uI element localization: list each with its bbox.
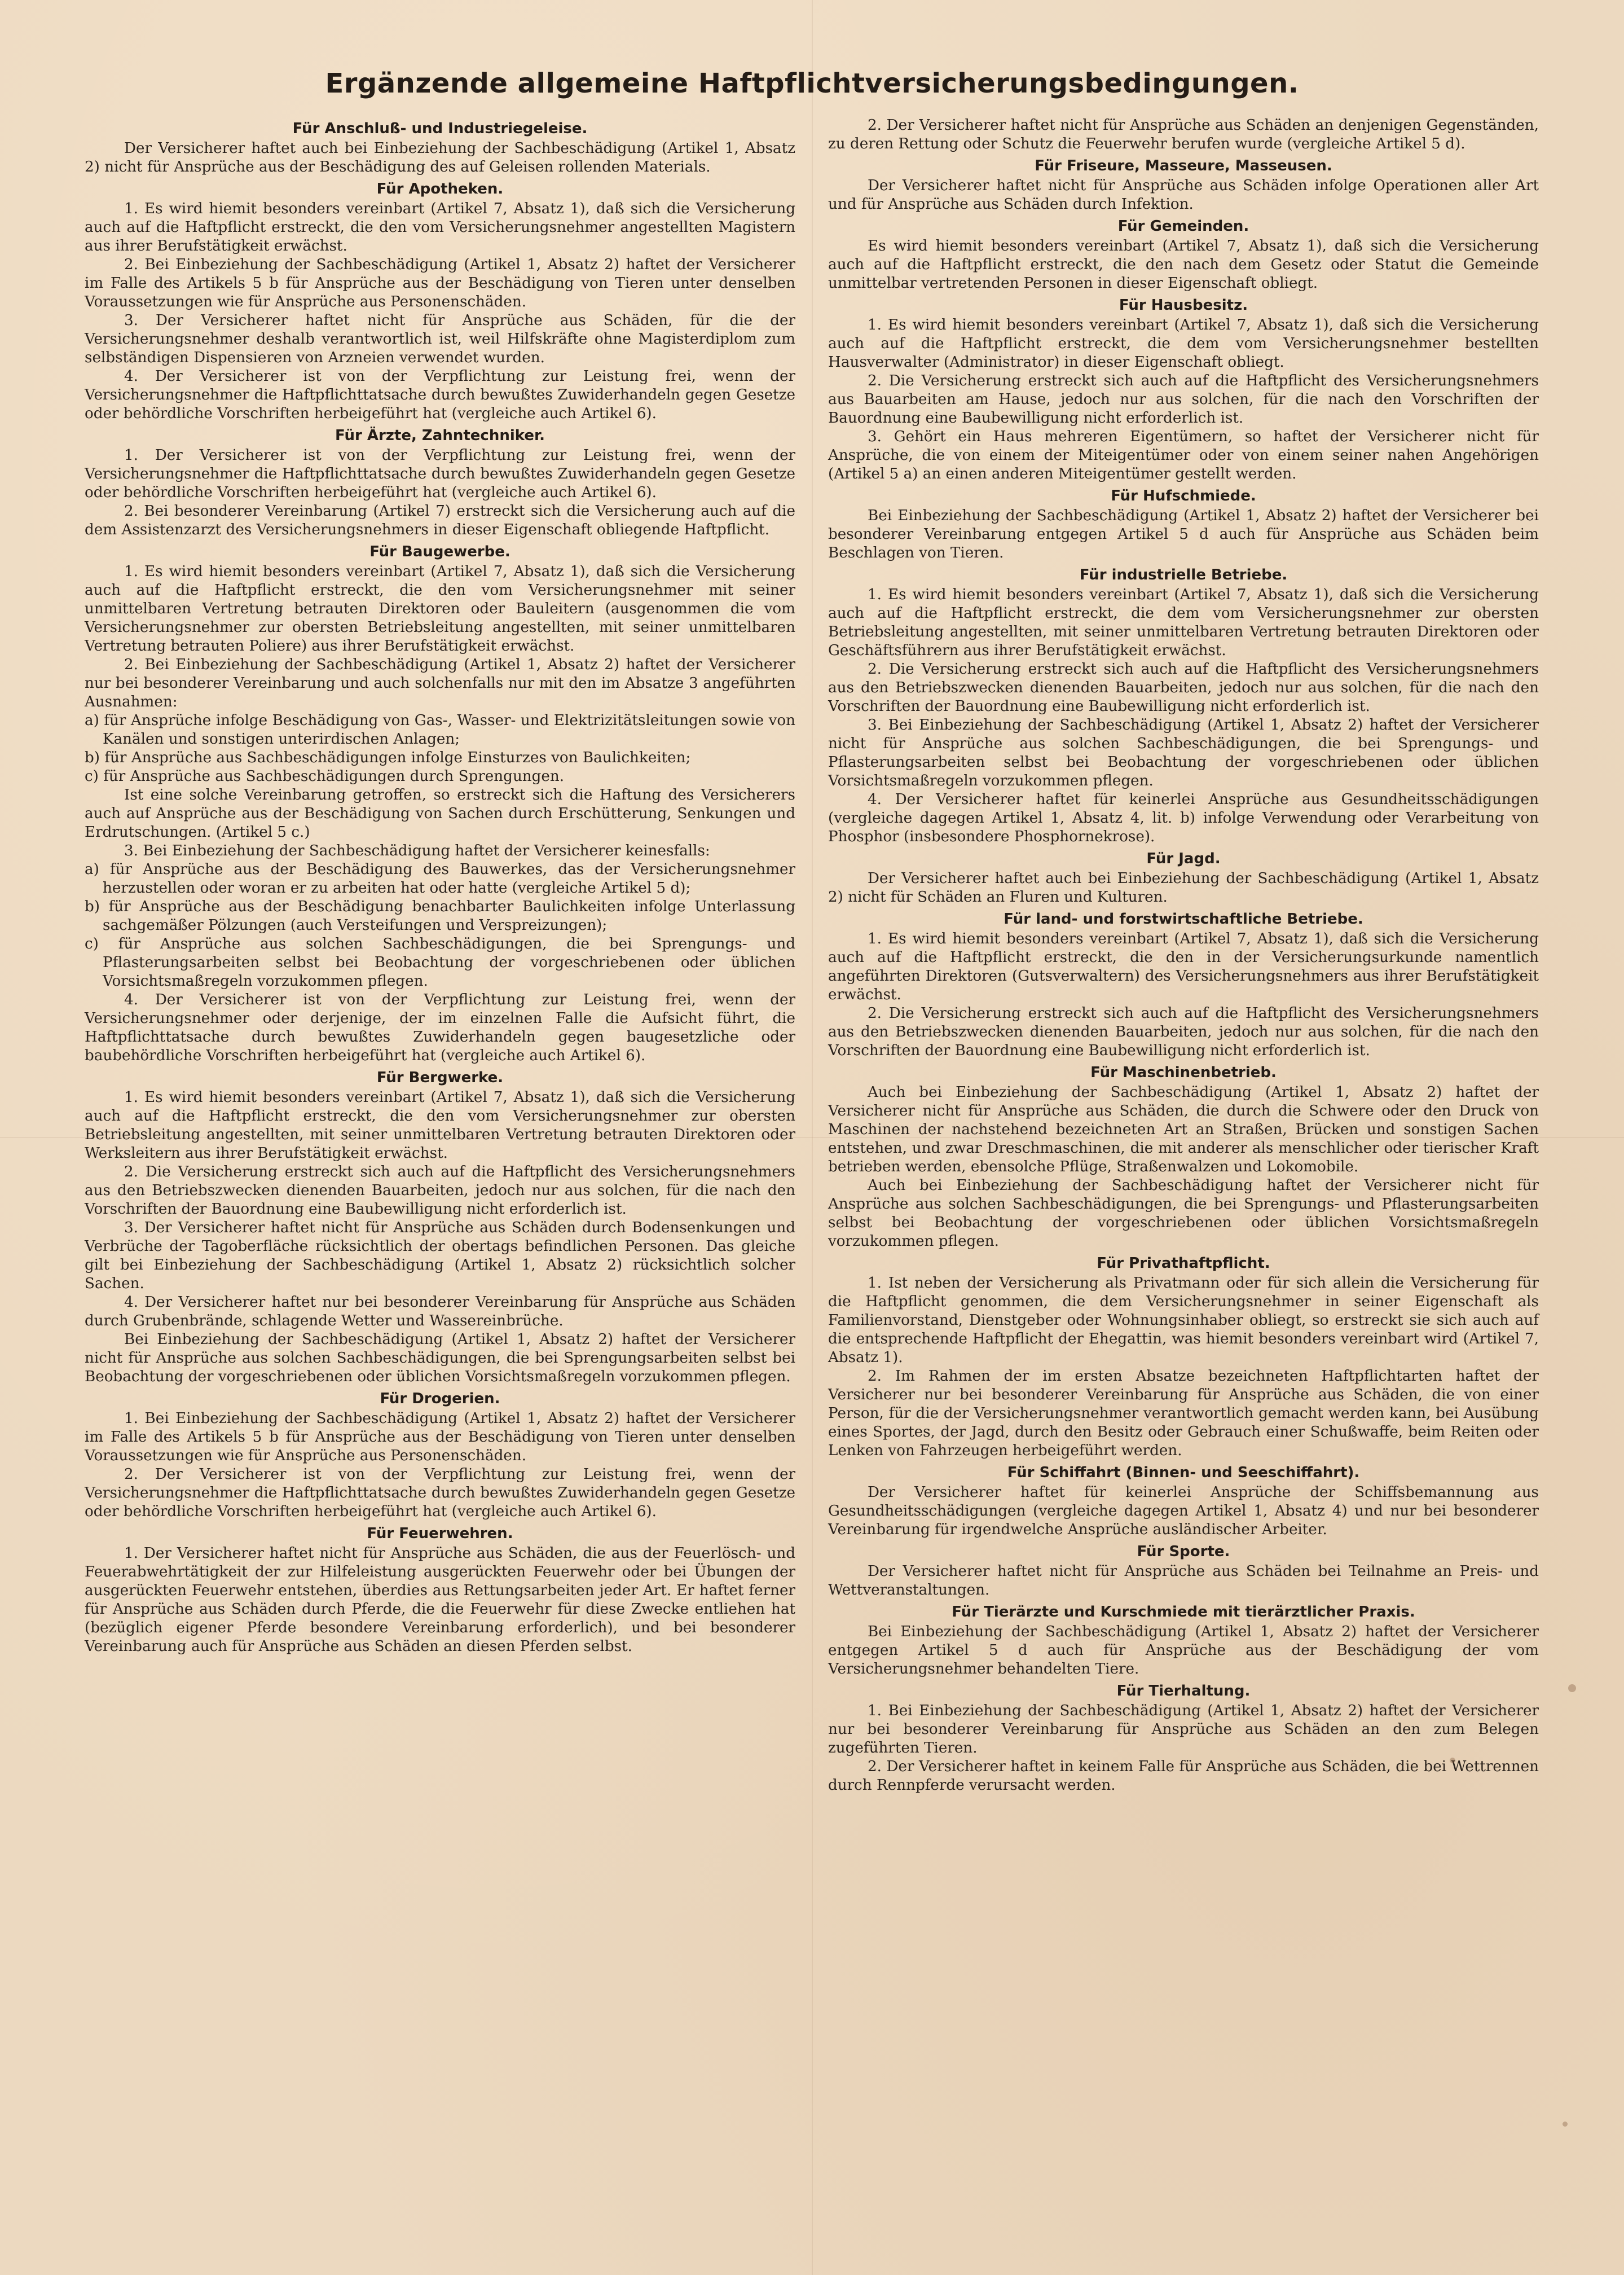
section [85, 120, 795, 177]
paragraph: 2. Bei besonderer Vereinbarung (Artikel 7) erstreckt sich die Versicherung auch auf die dem Assistenzarzt des Versicherungsnehmers in dieser Eigenschaft obliegende Haftpflicht. [85, 503, 795, 538]
list-item: b) für Ansprüche aus der Beschädigung benachbarter Baulichkeiten infolge Unterlassung sachgemäßer Pölzungen (auch Versteifungen und Verspreizungen); [85, 898, 795, 934]
section-heading: Für land- und forstwirtschaftliche Betriebe. [1004, 911, 1363, 928]
paragraph: 2. Bei Einbeziehung der Sachbeschädigung (Artikel 1, Absatz 2) haftet der Versicherer im Falle des Artikels 5 b für Ansprüche aus der Beschädigung von Tieren unter denselben Voraussetzungen wie für Ansprüche aus Personenschäden. [85, 256, 795, 310]
paragraph: 4. Der Versicherer haftet für keinerlei Ansprüche aus Gesundheitsschädigungen (vergleiche dagegen Artikel 1, Absatz 4, lit. b) infolge Verwendung oder Verarbeitung von Phosphor (insbesondere Phosphornekrose). [828, 791, 1539, 845]
section-heading: Für Maschinenbetrieb. [1090, 1064, 1277, 1081]
list-item: a) für Ansprüche aus der Beschädigung des Bauwerkes, das der Versicherungsnehmer herzustellen oder woran er zu arbeiten hat oder hatte (vergleiche Artikel 5 d); [85, 861, 795, 897]
paragraph: 4. Der Versicherer ist von der Verpflichtung zur Leistung frei, wenn der Versicherungsnehmer oder derjenige, der im einzelnen Falle die Aufsicht führt, die Haftpflichttatsache durch bewußtes Zuwiderhandeln gegen baugesetzliche oder baubehördliche Vorschriften herbeigeführt hat (vergleiche auch Artikel 6). [85, 991, 795, 1064]
section-heading: Für Ärzte, Zahntechniker. [335, 427, 545, 444]
paragraph: 1. Der Versicherer haftet nicht für Ansprüche aus Schäden, die aus der Feuerlösch- und Feuerabwehrtätigkeit der zur Hilfeleistung ausgerückten Feuerwehr oder bei Übungen der ausgerückten Feuerwehr entstehen, überdies aus Rettungsarbeiten jeder Art. Er haftet ferner für Ansprüche aus Schäden durch Pferde, die die Feuerwehr für diese Zwecke entliehen hat (bezüglich eigener Pferde besondere Vereinbarung erforderlich), und bei besonderer Vereinbarung auch für Ansprüche aus Schäden an diesen Pferden selbst. [85, 1545, 795, 1655]
paragraph: 1. Ist neben der Versicherung als Privatmann oder für sich allein die Versicherung für die Haftpflicht genommen, die dem Versicherungsnehmer in seiner Eigenschaft als Familienvorstand, Dienstgeber oder Wohnungsinhaber obliegt, so erstreckt sie sich auch auf die entsprechende Haftpflicht der Ehegattin, was hiemit besonders vereinbart wird (Artikel 7, Absatz 1). [828, 1275, 1539, 1366]
section [85, 1525, 795, 1656]
list-item: c) für Ansprüche aus solchen Sachbeschädigungen, die bei Sprengungs- und Pflasterungsarbeiten selbst bei Beobachtung der vorgeschriebenen oder üblichen Vorsichtsmaßregeln vorzukommen pflegen. [85, 936, 795, 990]
paragraph: 2. Die Versicherung erstreckt sich auch auf die Haftpflicht des Versicherungsnehmers aus den Betriebszwecken dienenden Bauarbeiten, jedoch nur aus solchen, für die nach den Vorschriften der Bauordnung eine Baubewilligung nicht erforderlich ist. [85, 1163, 795, 1218]
section-heading: Für Tierärzte und Kurschmiede mit tierärztlicher Praxis. [952, 1604, 1415, 1620]
section [828, 1064, 1539, 1251]
paragraph: 1. Der Versicherer ist von der Verpflichtung zur Leistung frei, wenn der Versicherungsnehmer die Haftpflichttatsache durch bewußtes Zuwiderhandeln gegen Gesetze oder behördliche Vorschriften herbeigeführt hat (vergleiche auch Artikel 6). [85, 447, 795, 501]
paragraph: 2. Im Rahmen der im ersten Absatze bezeichneten Haftpflichtarten haftet der Versicherer nur bei besonderer Vereinbarung für Ansprüche aus Schäden, die von einer Person, für die der Versicherungsnehmer verantwortlich gemacht werden kann, bei Ausübung eines Sportes, der Jagd, durch den Besitz oder Gebrauch einer Schußwaffe, beim Reiten oder Lenken von Fahrzeugen herbeigeführt werden. [828, 1368, 1539, 1459]
section-heading: Für Feuerwehren. [367, 1525, 513, 1542]
paragraph: 3. Gehört ein Haus mehreren Eigentümern, so haftet der Versicherer nicht für Ansprüche, die von einem der Miteigentümer oder von einem seiner nahen Angehörigen (Artikel 5 a) an einen anderen Miteigentümer gestellt werden. [828, 428, 1539, 482]
section-heading: Für Friseure, Masseure, Masseusen. [1035, 157, 1332, 174]
section [828, 910, 1539, 1060]
section-heading: Für industrielle Betriebe. [1079, 566, 1288, 583]
section-heading: Für Anschluß- und Industriegeleise. [292, 120, 588, 137]
paragraph: Bei Einbeziehung der Sachbeschädigung (Artikel 1, Absatz 2) haftet der Versicherer nicht für Ansprüche aus solchen Sachbeschädigungen, die bei Sprengungsarbeiten selbst bei Beobachtung der vorgeschriebenen oder üblichen Vorsichtsmaßregeln vorzukommen pflegen. [85, 1331, 795, 1385]
paragraph: 3. Der Versicherer haftet nicht für Ansprüche aus Schäden durch Bodensenkungen und Verbrüche der Tagoberfläche rücksichtlich der obertags befindlichen Personen. Das gleiche gilt bei Einbeziehung der Sachbeschädigung (Artikel 1, Absatz 2) rücksichtlich solcher Sachen. [85, 1219, 795, 1292]
paragraph: Der Versicherer haftet auch bei Einbeziehung der Sachbeschädigung (Artikel 1, Absatz 2) nicht für Ansprüche aus der Beschädigung des auf Geleisen rollenden Materials. [85, 140, 795, 175]
column-left [85, 116, 795, 1795]
paragraph: Der Versicherer haftet nicht für Ansprüche aus Schäden infolge Operationen aller Art und für Ansprüche aus Schäden durch Infektion. [828, 177, 1539, 213]
paragraph: 2. Der Versicherer haftet in keinem Falle für Ansprüche aus Schäden, die bei Wettrennen durch Rennpferde verursacht werden. [828, 1758, 1539, 1794]
fold-line-horizontal [0, 1137, 1624, 1138]
section-heading: Für Baugewerbe. [369, 543, 510, 560]
paragraph: 1. Es wird hiemit besonders vereinbart (Artikel 7, Absatz 1), daß sich die Versicherung auch auf die Haftpflicht erstreckt, die den vom Versicherungsnehmer mit seiner unmittelbaren Vertretung betrauten Direktoren oder Bauleitern (ausgenommen die vom Versicherungsnehmer zur obersten Betriebsleitung angestellten, mit seiner unmittelbaren Vertretung betrauten Poliere) aus ihrer Berufstätigkeit erwächst. [85, 563, 795, 655]
section-heading: Für Jagd. [1146, 850, 1221, 867]
paper-stain [1568, 1684, 1576, 1692]
section [828, 487, 1539, 563]
paragraph: 2. Die Versicherung erstreckt sich auch auf die Haftpflicht des Versicherungsnehmers aus den Betriebszwecken dienenden Bauarbeiten, jedoch nur aus solchen, für die nach den Vorschriften der Bauordnung eine Baubewilligung nicht erforderlich ist. [828, 661, 1539, 715]
section [828, 1254, 1539, 1460]
paragraph: Ist eine solche Vereinbarung getroffen, so erstreckt sich die Haftung des Versicherers auch auf Ansprüche aus der Beschädigung von Sachen durch Erschütterung, Senkungen und Erdrutschungen. (Artikel 5 c.) [85, 787, 795, 841]
paragraph: 1. Es wird hiemit besonders vereinbart (Artikel 7, Absatz 1), daß sich die Versicherung auch auf die Haftpflicht erstreckt, die dem vom Versicherungsnehmer zur obersten Betriebsleitung angestellten, mit seiner unmittelbaren Vertretung betrauten Direktoren oder Geschäftsführern aus ihrer Berufstätigkeit erwächst. [828, 586, 1539, 659]
document-title: Ergänzende allgemeine Haftpflichtversicherungsbedingungen. [325, 68, 1299, 99]
section [85, 543, 795, 1065]
paragraph: Es wird hiemit besonders vereinbart (Artikel 7, Absatz 1), daß sich die Versicherung auch auf die Haftpflicht erstreckt, die den nach dem Gesetz oder Statut die Gemeinde unmittelbar vertretenden Personen in dieser Eigenschaft obliegt. [828, 238, 1539, 292]
section [828, 1603, 1539, 1679]
paragraph: 3. Bei Einbeziehung der Sachbeschädigung haftet der Versicherer keinesfalls: [124, 842, 710, 859]
section [85, 427, 795, 539]
section [828, 1464, 1539, 1539]
section-heading: Für Drogerien. [380, 1390, 500, 1407]
paragraph: 2. Der Versicherer ist von der Verpflichtung zur Leistung frei, wenn der Versicherungsnehmer die Haftpflichttatsache durch bewußtes Zuwiderhandeln gegen Gesetze oder behördliche Vorschriften herbeigeführt hat (vergleiche auch Artikel 6). [85, 1466, 795, 1520]
paragraph: 1. Bei Einbeziehung der Sachbeschädigung (Artikel 1, Absatz 2) haftet der Versicherer im Falle des Artikels 5 b für Ansprüche aus der Beschädigung von Tieren unter denselben Voraussetzungen wie für Ansprüche aus Personenschäden. [85, 1410, 795, 1464]
section [828, 116, 1539, 153]
paragraph: 1. Es wird hiemit besonders vereinbart (Artikel 7, Absatz 1), daß sich die Versicherung auch auf die Haftpflicht erstreckt, die den vom Versicherungsnehmer angestellten Magistern aus ihrer Berufstätigkeit erwächst. [85, 200, 795, 254]
section [828, 1682, 1539, 1795]
paragraph: 4. Der Versicherer haftet nur bei besonderer Vereinbarung für Ansprüche aus Schäden durch Grubenbrände, schlagende Wetter und Wassereinbrüche. [85, 1294, 795, 1329]
paragraph: 2. Die Versicherung erstreckt sich auch auf die Haftpflicht des Versicherungsnehmers aus Bauarbeiten am Hause, jedoch nur aus solchen, für die nach den Vorschriften der Bauordnung eine Baubewilligung nicht erforderlich ist. [828, 372, 1539, 427]
section-heading: Für Sporte. [1137, 1543, 1230, 1560]
paragraph: 3. Bei Einbeziehung der Sachbeschädigung (Artikel 1, Absatz 2) haftet der Versicherer nicht für Ansprüche aus solchen Sachbeschädigungen, die bei Sprengungs- und Pflasterungsarbeiten selbst bei Beobachtung der vorgeschriebenen oder üblichen Vorsichtsmaßregeln vorzukommen pflegen. [828, 717, 1539, 789]
section [828, 850, 1539, 907]
paragraph: 2. Die Versicherung erstreckt sich auch auf die Haftpflicht des Versicherungsnehmers aus den Betriebszwecken dienenden Bauarbeiten, jedoch nur aus solchen, für die nach den Vorschriften der Bauordnung eine Baubewilligung nicht erforderlich ist. [828, 1005, 1539, 1059]
paragraph: 2. Der Versicherer haftet nicht für Ansprüche aus Schäden an denjenigen Gegenständen, zu deren Rettung oder Schutz die Feuerwehr berufen wurde (vergleiche Artikel 5 d). [828, 117, 1539, 152]
paragraph: 1. Es wird hiemit besonders vereinbart (Artikel 7, Absatz 1), daß sich die Versicherung auch auf die Haftpflicht erstreckt, die den vom Versicherungsnehmer zur obersten Betriebsleitung angestellten, mit seiner unmittelbaren Vertretung betrauten Direktoren oder Werksleitern aus ihrer Berufstätigkeit erwächst. [85, 1089, 795, 1162]
list-item: c) für Ansprüche aus Sachbeschädigungen durch Sprengungen. [85, 768, 565, 785]
section-heading: Für Apotheken. [376, 181, 504, 197]
paragraph: Bei Einbeziehung der Sachbeschädigung (Artikel 1, Absatz 2) haftet der Versicherer bei besonderer Vereinbarung entgegen Artikel 5 d auch für Ansprüche aus Schäden beim Beschlagen von Tieren. [828, 507, 1539, 561]
paragraph: Auch bei Einbeziehung der Sachbeschädigung (Artikel 1, Absatz 2) haftet der Versicherer nicht für Ansprüche aus Schäden, die durch die Schwere oder den Druck von Maschinen der nachstehend bezeichneten Art an Straßen, Brücken und sonstigen Sachen entstehen, und zwar Dreschmaschinen, die mit anderer als menschlicher oder tierischer Kraft betrieben werden, ebensolche Pflüge, Straßenwalzen und Lokomobile. [828, 1084, 1539, 1175]
paragraph: Der Versicherer haftet für keinerlei Ansprüche der Schiffsbemannung aus Gesundheitsschädigungen (vergleiche dagegen Artikel 1, Absatz 4) und nur bei besonderer Vereinbarung für irgendwelche Ansprüche ausländischer Arbeiter. [828, 1484, 1539, 1538]
section-heading: Für Bergwerke. [376, 1069, 504, 1086]
section [85, 180, 795, 423]
section [828, 566, 1539, 846]
paragraph: 4. Der Versicherer ist von der Verpflichtung zur Leistung frei, wenn der Versicherungsnehmer die Haftpflichttatsache durch bewußtes Zuwiderhandeln gegen Gesetze oder behördliche Vorschriften herbeigeführt hat (vergleiche auch Artikel 6). [85, 368, 795, 422]
paragraph: 1. Es wird hiemit besonders vereinbart (Artikel 7, Absatz 1), daß sich die Versicherung auch auf die Haftpflicht erstreckt, die den in der Versicherungsurkunde namentlich angeführten Direktoren (Gutsverwaltern) des Versicherungsnehmers aus ihrer Berufstätigkeit erwächst. [828, 930, 1539, 1003]
section [828, 157, 1539, 214]
section-heading: Für Gemeinden. [1117, 218, 1249, 235]
paragraph: 1. Es wird hiemit besonders vereinbart (Artikel 7, Absatz 1), daß sich die Versicherung auch auf die Haftpflicht erstreckt, die dem vom Versicherungsnehmer bestellten Hausverwalter (Administrator) in dieser Eigenschaft obliegt. [828, 317, 1539, 371]
list-item: b) für Ansprüche aus Sachbeschädigungen infolge Einsturzes von Baulichkeiten; [85, 749, 691, 766]
column-right [828, 116, 1539, 1795]
paper-stain [1450, 1758, 1455, 1763]
paragraph: Bei Einbeziehung der Sachbeschädigung (Artikel 1, Absatz 2) haftet der Versicherer entgegen Artikel 5 d auch für Ansprüche aus der Beschädigung der vom Versicherungsnehmer behandelten Tiere. [828, 1623, 1539, 1677]
paragraph: Der Versicherer haftet nicht für Ansprüche aus Schäden bei Teilnahme an Preis- und Wettveranstaltungen. [828, 1563, 1539, 1598]
paragraph: 2. Bei Einbeziehung der Sachbeschädigung (Artikel 1, Absatz 2) haftet der Versicherer nur bei besonderer Vereinbarung und auch solchenfalls nur mit den im Absatze 3 angeführten Ausnahmen: [85, 656, 795, 710]
paragraph: 3. Der Versicherer haftet nicht für Ansprüche aus Schäden, für die der Versicherungsnehmer deshalb verantwortlich ist, weil Hilfskräfte ohne Magisterdiplom zum selbständigen Dispensieren von Arzneien verwendet wurden. [85, 312, 795, 366]
section [828, 1543, 1539, 1600]
section [828, 296, 1539, 484]
paragraph: Der Versicherer haftet auch bei Einbeziehung der Sachbeschädigung (Artikel 1, Absatz 2) nicht für Schäden an Fluren und Kulturen. [828, 870, 1539, 906]
section [828, 217, 1539, 293]
section [85, 1390, 795, 1521]
paragraph: Auch bei Einbeziehung der Sachbeschädigung haftet der Versicherer nicht für Ansprüche aus solchen Sachbeschädigungen, die bei Sprengungs- und Pflasterungsarbeiten selbst bei Beobachtung der vorgeschriebenen oder üblichen Vorsichtsmaßregeln vorzukommen pflegen. [828, 1177, 1539, 1250]
paragraph: 1. Bei Einbeziehung der Sachbeschädigung (Artikel 1, Absatz 2) haftet der Versicherer nur bei besonderer Vereinbarung für Ansprüche aus Schäden an den zum Belegen zugeführten Tieren. [828, 1702, 1539, 1756]
section-heading: Für Privathaftpflicht. [1097, 1255, 1270, 1272]
list-item: a) für Ansprüche infolge Beschädigung von Gas-, Wasser- und Elektrizitätsleitungen sowie von Kanälen und sonstigen unterirdischen Anlagen; [85, 712, 795, 748]
paper-stain [1563, 2122, 1568, 2127]
section-heading: Für Hufschmiede. [1111, 488, 1256, 504]
section-heading: Für Tierhaltung. [1116, 1683, 1251, 1699]
section-heading: Für Schiffahrt (Binnen- und Seeschiffahrt). [1007, 1464, 1360, 1481]
section-heading: Für Hausbesitz. [1119, 297, 1248, 314]
section [85, 1069, 795, 1386]
